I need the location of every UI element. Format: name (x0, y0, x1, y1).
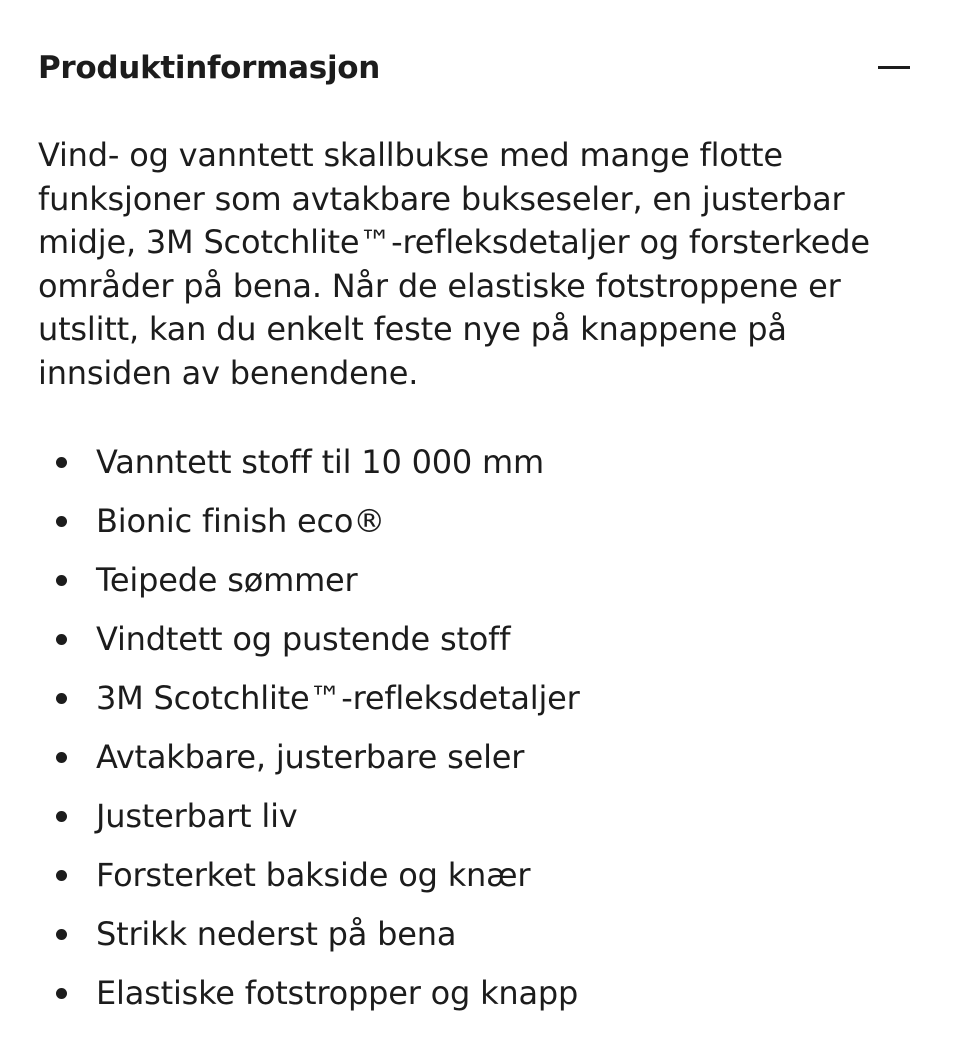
feature-item (38, 610, 922, 669)
feature-item (38, 905, 922, 964)
section-title: Produktinformasjon (38, 50, 381, 86)
bullet-icon (56, 457, 67, 468)
feature-label: Forsterket bakside og knær (96, 856, 531, 894)
feature-label: Elastiske fotstropper og knapp (96, 974, 579, 1012)
bullet-icon (56, 575, 67, 586)
feature-label: Bionic finish eco® (96, 502, 386, 540)
feature-list (38, 433, 922, 1023)
collapse-button[interactable] (872, 46, 916, 90)
feature-label: Justerbart liv (96, 797, 298, 835)
bullet-icon (56, 929, 67, 940)
feature-label: Teipede sømmer (96, 561, 358, 599)
feature-item (38, 669, 922, 728)
bullet-icon (56, 752, 67, 763)
feature-item (38, 433, 922, 492)
feature-label: Strikk nederst på bena (96, 915, 457, 953)
bullet-icon (56, 811, 67, 822)
feature-item (38, 846, 922, 905)
feature-label: Vindtett og pustende stoff (96, 620, 511, 658)
bullet-icon (56, 870, 67, 881)
feature-label: Vanntett stoff til 10 000 mm (96, 443, 544, 481)
bullet-icon (56, 516, 67, 527)
minus-icon (878, 66, 910, 69)
feature-item (38, 728, 922, 787)
feature-item (38, 551, 922, 610)
product-description: Vind- og vanntett skallbukse med mange flotte funksjoner som avtakbare bukseseler, en justerbar midje, 3M Scotchlite™-refleksdetaljer og forsterkede områder på bena. Når de elastiske fotstroppene er utslitt, kan du enkelt feste nye på knappene på innsiden av benendene. (38, 136, 870, 392)
bullet-icon (56, 988, 67, 999)
bullet-icon (56, 693, 67, 704)
feature-item (38, 492, 922, 551)
bullet-icon (56, 634, 67, 645)
feature-label: Avtakbare, justerbare seler (96, 738, 525, 776)
feature-label: 3M Scotchlite™-refleksdetaljer (96, 679, 580, 717)
feature-item (38, 787, 922, 846)
accordion-header[interactable] (38, 0, 922, 120)
feature-item (38, 964, 922, 1023)
